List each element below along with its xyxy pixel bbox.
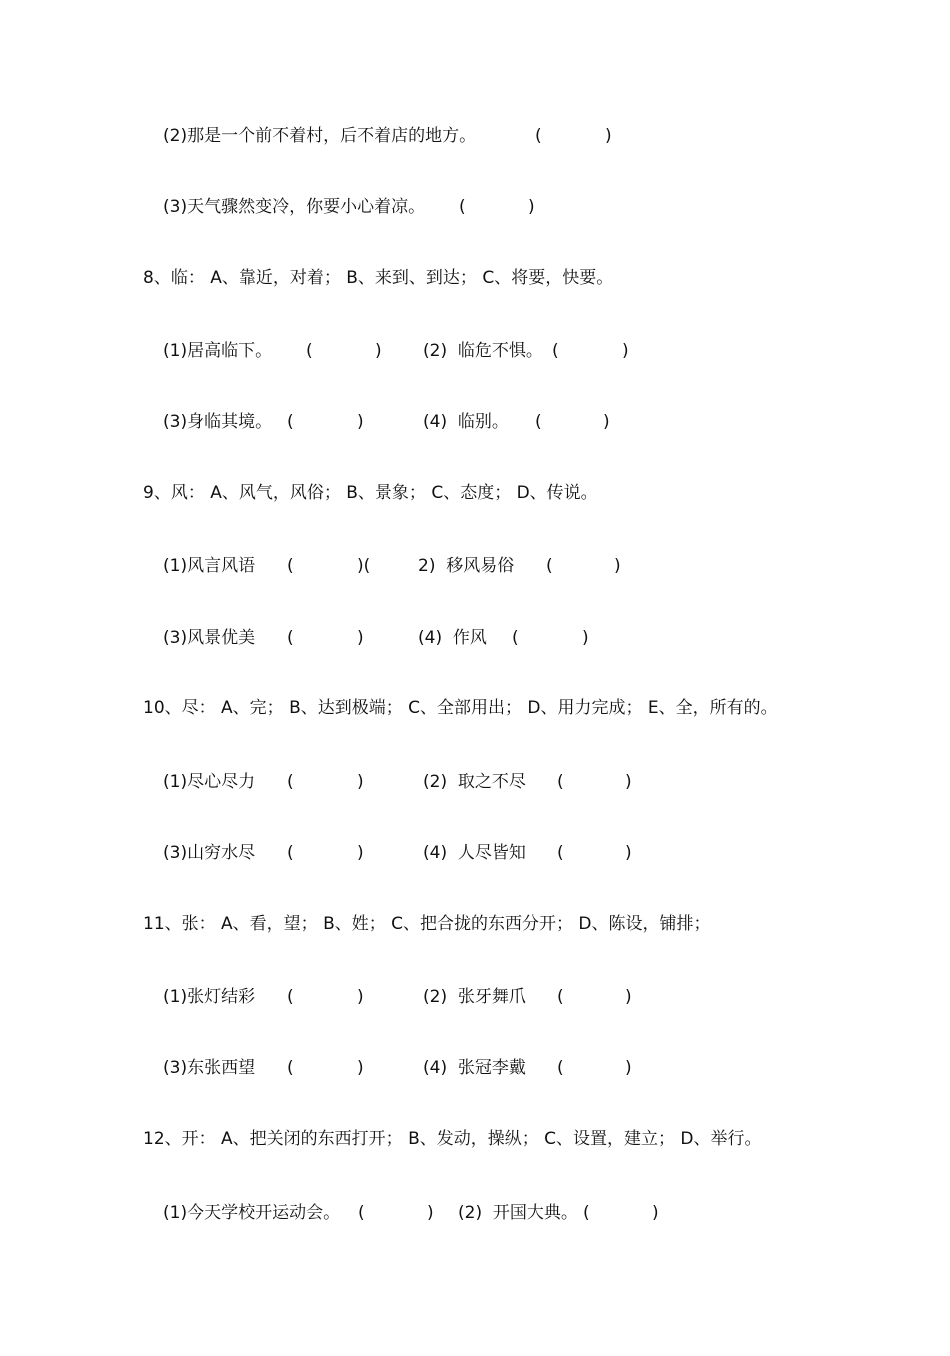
answer-paren-close: ) bbox=[582, 628, 589, 648]
answer-paren-open: ( bbox=[287, 1058, 294, 1078]
answer-paren-open: ( bbox=[552, 341, 559, 361]
question-12-row-1 bbox=[163, 1202, 659, 1224]
answer-paren-open: ( bbox=[546, 556, 553, 576]
item-text: (2) 开国大典。 bbox=[458, 1203, 578, 1223]
answer-paren-open: ( bbox=[557, 1058, 564, 1078]
answer-paren-close: ) bbox=[625, 772, 632, 792]
item-text: (1)尽心尽力 bbox=[163, 772, 256, 792]
answer-paren-close: )( bbox=[357, 556, 371, 576]
item-text: (2) 张牙舞爪 bbox=[423, 987, 526, 1007]
answer-paren-open: ( bbox=[287, 412, 294, 432]
answer-paren-open: ( bbox=[287, 843, 294, 863]
question-10-heading: 10、尽： A、完； B、达到极端； C、全部用出； D、用力完成； E、全，所有的。 bbox=[143, 698, 778, 718]
item-text: (4) 张冠李戴 bbox=[423, 1058, 526, 1078]
question-8-row-1 bbox=[163, 340, 629, 362]
answer-paren-open: ( bbox=[459, 197, 466, 217]
item-text: (4) 人尽皆知 bbox=[423, 843, 526, 863]
item-text: (3)身临其境。 bbox=[163, 412, 273, 432]
question-8-heading: 8、临： A、靠近，对着； B、来到、到达； C、将要，快要。 bbox=[143, 268, 614, 288]
answer-paren-close: ) bbox=[625, 843, 632, 863]
item-text: (3)天气骤然变冷，你要小心着凉。 bbox=[163, 197, 426, 217]
item-text: (4) 临别。 bbox=[423, 412, 509, 432]
answer-paren-open: ( bbox=[358, 1203, 365, 1223]
question-11-row-2 bbox=[163, 1057, 632, 1079]
question-9-row-2 bbox=[163, 627, 589, 649]
answer-paren-close: ) bbox=[357, 412, 364, 432]
answer-paren-close: ) bbox=[603, 412, 610, 432]
question-10-row-1 bbox=[163, 771, 632, 793]
question-10-row-2 bbox=[163, 842, 632, 864]
item-text: (4) 作风 bbox=[418, 628, 487, 648]
item-2-village bbox=[163, 125, 612, 147]
answer-paren-close: ) bbox=[427, 1203, 434, 1223]
question-9-row-1 bbox=[163, 555, 621, 577]
answer-paren-open: ( bbox=[535, 412, 542, 432]
item-text: (1)张灯结彩 bbox=[163, 987, 256, 1007]
answer-paren-open: ( bbox=[287, 987, 294, 1007]
answer-paren-open: ( bbox=[557, 772, 564, 792]
item-text: (2) 取之不尽 bbox=[423, 772, 526, 792]
answer-paren-close: ) bbox=[625, 1058, 632, 1078]
item-text: (1)今天学校开运动会。 bbox=[163, 1203, 341, 1223]
answer-paren-close: ) bbox=[652, 1203, 659, 1223]
answer-paren-open: ( bbox=[512, 628, 519, 648]
question-9-heading: 9、风： A、风气，风俗； B、景象； C、态度； D、传说。 bbox=[143, 483, 598, 503]
answer-paren-close: ) bbox=[357, 772, 364, 792]
answer-paren-open: ( bbox=[287, 628, 294, 648]
answer-paren-close: ) bbox=[625, 987, 632, 1007]
item-text: (2)那是一个前不着村，后不着店的地方。 bbox=[163, 126, 477, 146]
answer-paren-open: ( bbox=[306, 341, 313, 361]
answer-paren-close: ) bbox=[357, 1058, 364, 1078]
answer-paren-close: ) bbox=[614, 556, 621, 576]
answer-paren-close: ) bbox=[375, 341, 382, 361]
item-text: (1)居高临下。 bbox=[163, 341, 273, 361]
question-12-heading: 12、开： A、把关闭的东西打开； B、发动，操纵； C、设置，建立； D、举行。 bbox=[143, 1129, 762, 1149]
item-text: (2) 临危不惧。 bbox=[423, 341, 543, 361]
item-text: (3)山穷水尽 bbox=[163, 843, 256, 863]
question-8-row-2 bbox=[163, 411, 610, 433]
answer-paren-close: ) bbox=[357, 843, 364, 863]
answer-paren-close: ) bbox=[528, 197, 535, 217]
item-text: 2) 移风易俗 bbox=[418, 556, 515, 576]
item-text: (3)风景优美 bbox=[163, 628, 256, 648]
question-11-heading: 11、张： A、看，望； B、姓； C、把合拢的东西分开； D、陈设，铺排； bbox=[143, 914, 711, 934]
item-3-weather bbox=[163, 196, 535, 218]
answer-paren-open: ( bbox=[557, 843, 564, 863]
question-11-row-1 bbox=[163, 986, 632, 1008]
answer-paren-open: ( bbox=[535, 126, 542, 146]
answer-paren-close: ) bbox=[605, 126, 612, 146]
answer-paren-close: ) bbox=[357, 987, 364, 1007]
answer-paren-open: ( bbox=[557, 987, 564, 1007]
answer-paren-close: ) bbox=[357, 628, 364, 648]
answer-paren-open: ( bbox=[583, 1203, 590, 1223]
item-text: (3)东张西望 bbox=[163, 1058, 256, 1078]
answer-paren-close: ) bbox=[622, 341, 629, 361]
item-text: (1)风言风语 bbox=[163, 556, 256, 576]
answer-paren-open: ( bbox=[287, 772, 294, 792]
answer-paren-open: ( bbox=[287, 556, 294, 576]
